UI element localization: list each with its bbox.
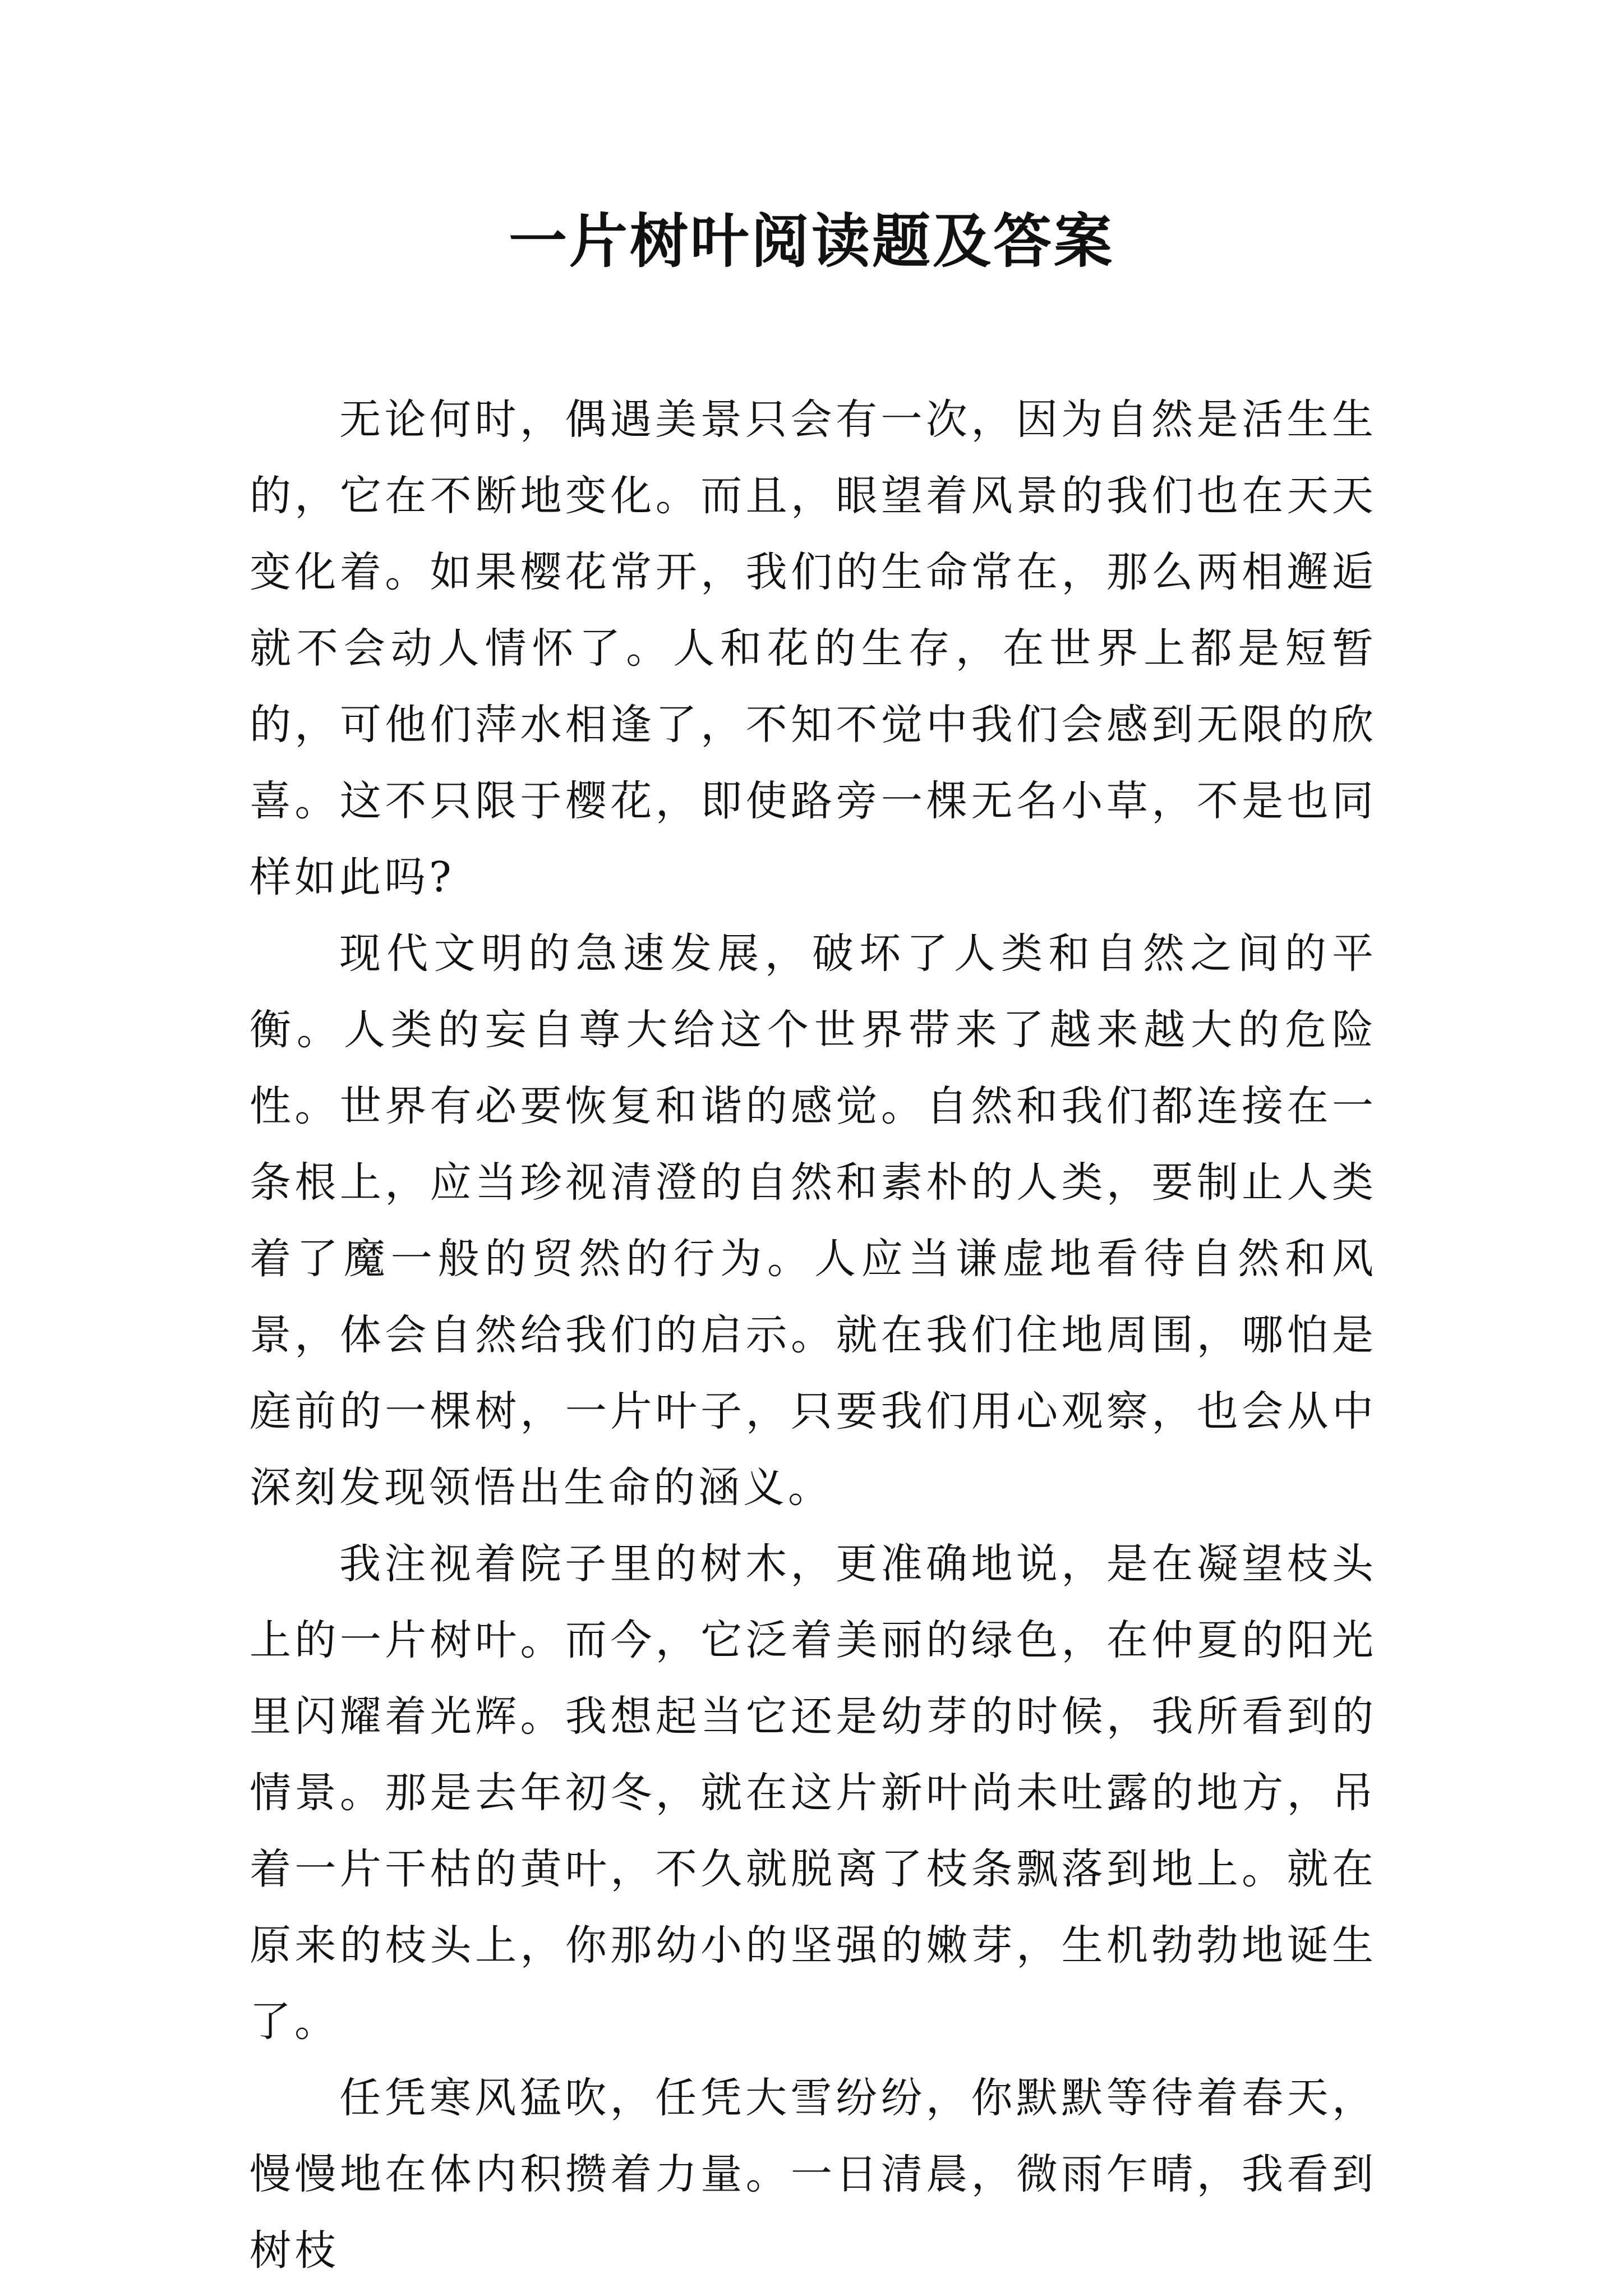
document-title: 一片树叶阅读题及答案 [508, 206, 1114, 275]
document-body [250, 381, 1377, 2289]
paragraph: 无论何时，偶遇美景只会有一次，因为自然是活生生的，它在不断地变化。而且，眼望着风景的我们也在天天变化着。如果樱花常开，我们的生命常在，那么两相邂逅就不会动人情怀了。人和花的生存，在世界上都是短暂的，可他们萍水相逢了，不知不觉中我们会感到无限的欣喜。这不只限于樱花，即使路旁一棵无名小草，不是也同样如此吗? [250, 395, 1377, 901]
paragraph: 现代文明的急速发展，破坏了人类和自然之间的平衡。人类的妄自尊大给这个世界带来了越来越大的危险性。世界有必要恢复和谐的感觉。自然和我们都连接在一条根上，应当珍视清澄的自然和素朴的人类，要制止人类着了魔一般的贸然的行为。人应当谦虚地看待自然和风景，体会自然给我们的启示。就在我们住地周围，哪怕是庭前的一棵树，一片叶子，只要我们用心观察，也会从中深刻发现领悟出生命的涵义。 [250, 930, 1377, 1512]
paragraph: 我注视着院子里的树木，更准确地说，是在凝望枝头上的一片树叶。而今，它泛着美丽的绿色，在仲夏的阳光里闪耀着光辉。我想起当它还是幼芽的时候，我所看到的情景。那是去年初冬，就在这片新叶尚未吐露的地方，吊着一片干枯的黄叶，不久就脱离了枝条飘落到地上。就在原来的枝头上，你那幼小的坚强的嫩芽，生机勃勃地诞生了。 [250, 1540, 1377, 2046]
paragraph: 任凭寒风猛吹，任凭大雪纷纷，你默默等待着春天，慢慢地在体内积攒着力量。一日清晨，微雨乍晴，我看到树枝 [250, 2074, 1377, 2275]
